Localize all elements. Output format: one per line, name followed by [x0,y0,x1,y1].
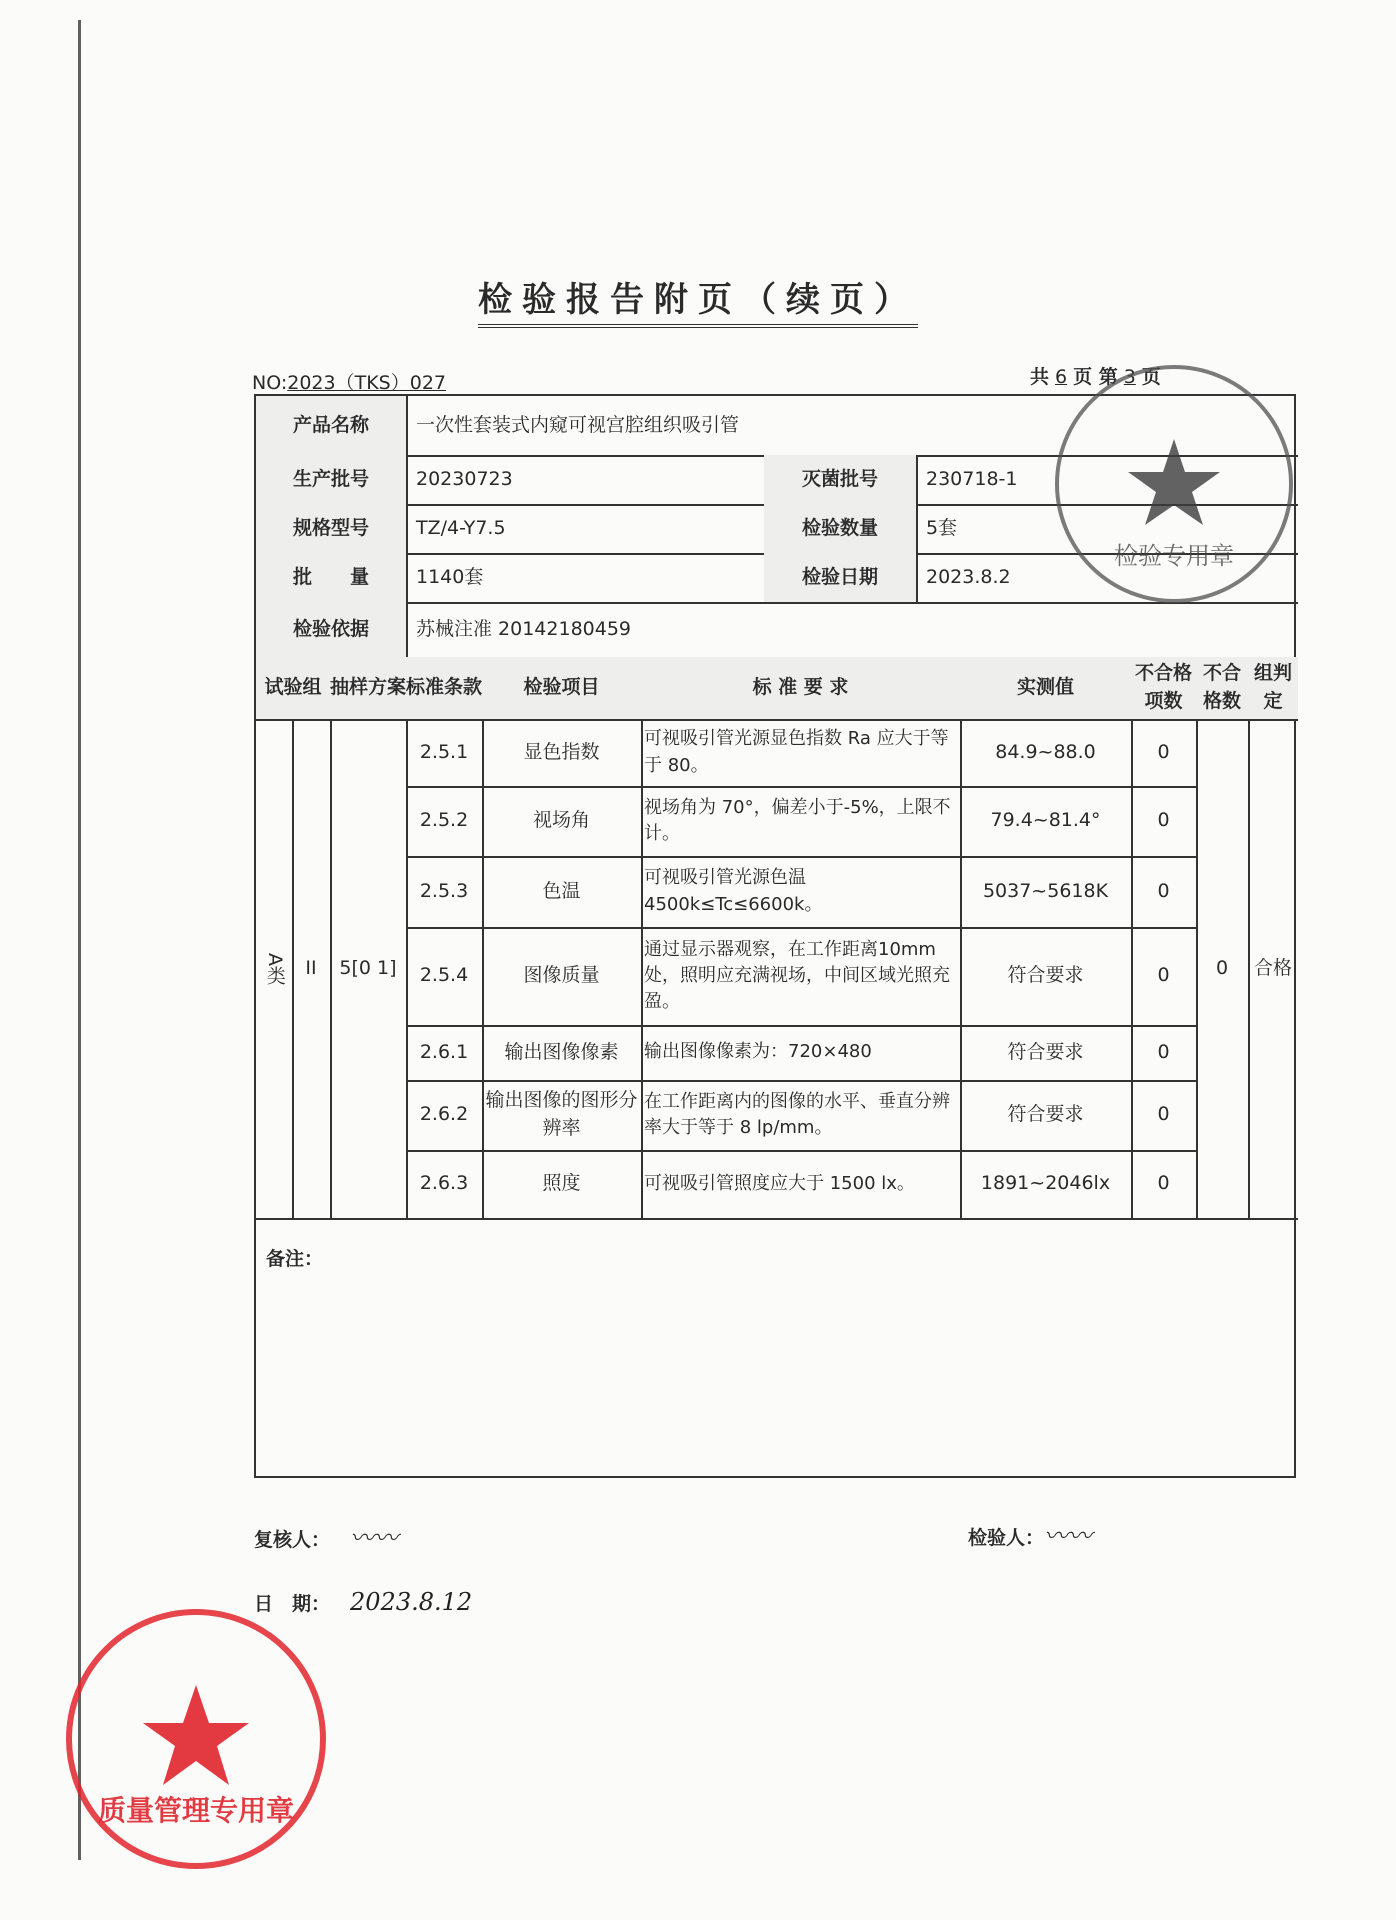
column-header: 抽样方案 [330,657,406,719]
clause: 2.5.4 [419,964,469,987]
inspection-item: 输出图像像素 [504,1040,619,1063]
requirement: 在工作距离内的图像的水平、垂直分辨率大于等于 8 lp/mm。 [644,1090,950,1138]
model-label: 规格型号 [256,504,406,553]
clause: 2.6.3 [419,1172,469,1195]
measured-value: 符合要求 [1007,1040,1084,1063]
quantity-label: 检验数量 [764,504,916,553]
reviewer-signature: 〰〰 [350,1524,399,1552]
fail-items: 0 [1157,740,1170,763]
clause: 2.6.1 [419,1040,469,1063]
inspection-item: 色温 [542,879,581,902]
svg-text:检验专用章: 检验专用章 [1114,542,1234,570]
column-header: 不合格数 [1196,657,1248,719]
inspection-item: 照度 [542,1172,581,1195]
sampling-plan: 5[0 1] [339,956,397,979]
sterilization-label: 灭菌批号 [764,455,916,504]
inspection-item: 视场角 [532,809,590,832]
requirement: 通过显示器观察，在工作距离10mm处，照明应充满视场，中间区域光照充盈。 [644,938,950,1013]
remarks-label: 备注： [266,1248,324,1271]
measured-value: 79.4~81.4° [990,809,1101,832]
column-header: 实测值 [960,657,1131,719]
requirement: 可视吸引管照度应大于 1500 lx。 [644,1172,915,1194]
requirement: 可视吸引管光源显色指数 Ra 应大于等于 80。 [644,728,949,776]
product-name-label: 产品名称 [256,396,406,455]
measured-value: 1891~2046lx [980,1172,1111,1195]
lot-size-value: 1140套 [416,565,484,588]
column-header: 不合格项数 [1131,657,1196,719]
basis-value: 苏械注准 20142180459 [416,617,632,640]
inspection-item: 显色指数 [523,740,600,763]
column-header: 组判定 [1248,657,1298,719]
clause: 2.5.2 [419,809,469,832]
batch-label: 生产批号 [256,455,406,504]
column-header: 试验组 [256,657,330,719]
measured-value: 84.9~88.0 [995,740,1096,763]
lot-size-label: 批 量 [256,553,406,602]
inspection-date-value: 2023.8.2 [926,565,1011,588]
clause: 2.5.1 [419,740,469,763]
sterilization-value: 230718-1 [926,467,1018,490]
report-number: NO:2023（TKS）027 [252,372,446,394]
measured-value: 符合要求 [1007,1103,1084,1126]
inspection-date-label: 检验日期 [764,553,916,602]
quality-seal [66,1609,326,1869]
sign-date: 日 期： 2023.8.12 [254,1588,473,1616]
inspection-item: 输出图像的图形分辨率 [485,1089,638,1139]
fail-items: 0 [1157,809,1170,832]
column-header: 标准条款 [406,657,482,719]
inspection-item: 图像质量 [523,964,600,987]
inspector-signature: 〰〰 [1044,1522,1093,1550]
test-group-class: A类 [263,952,286,985]
inspection-seal [1055,365,1293,603]
fail-items: 0 [1157,879,1170,902]
clause: 2.5.3 [419,879,469,902]
fail-items: 0 [1157,964,1170,987]
svg-text:质量管理专用章: 质量管理专用章 [97,1794,295,1827]
requirement: 视场角为 70°，偏差小于-5%，上限不计。 [644,796,951,844]
page-title: 检验报告附页（续页） [0,272,1396,321]
measured-value: 5037~5618K [982,879,1109,902]
group-verdict: 合格 [1253,956,1292,979]
requirement: 可视吸引管光源色温 4500k≤Tc≤6600k。 [644,867,823,915]
group-fail-count: 0 [1215,956,1229,979]
basis-label: 检验依据 [256,602,406,657]
sampling-level: II [305,956,317,979]
requirement: 输出图像像素为：720×480 [644,1041,872,1063]
product-name-value: 一次性套装式内窥可视宫腔组织吸引管 [416,413,740,436]
fail-items: 0 [1157,1040,1170,1063]
fail-items: 0 [1157,1103,1170,1126]
reviewer: 复核人： 〰〰 [254,1524,399,1552]
fail-items: 0 [1157,1172,1170,1195]
batch-value: 20230723 [416,467,513,490]
inspector: 检验人：〰〰 [968,1522,1093,1550]
measured-value: 符合要求 [1007,964,1084,987]
column-header: 检验项目 [482,657,641,719]
seal-star-icon [72,1615,320,1863]
page-count: 共 6 页 第 3 页 [1030,366,1161,388]
quantity-value: 5套 [926,516,958,539]
model-value: TZ/4-Y7.5 [416,516,506,539]
column-header: 标 准 要 求 [641,657,960,719]
seal-star-icon [1059,369,1289,599]
clause: 2.6.2 [419,1103,469,1126]
